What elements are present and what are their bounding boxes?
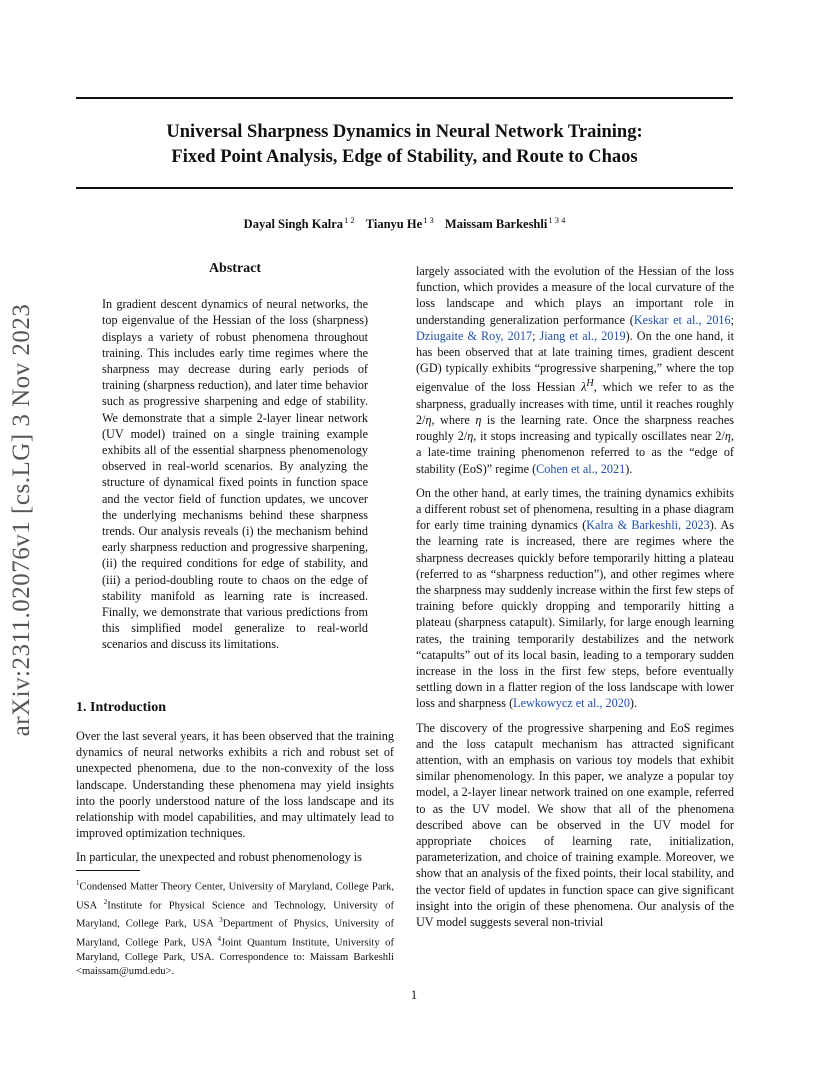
page-number: 1 (410, 988, 418, 1002)
arxiv-identifier: arXiv:2311.02076v1 [cs.LG] 3 Nov 2023 (8, 303, 35, 737)
intro-paragraph-2: In particular, the unexpected and robust phenomenology is (76, 850, 362, 865)
introduction-heading: 1. Introduction (76, 700, 166, 715)
paper-title (76, 120, 733, 170)
abstract-heading: Abstract (208, 261, 262, 276)
citation-link[interactable]: Dziugaite & Roy, 2017 (416, 328, 533, 343)
title-bottom-rule (76, 187, 733, 189)
citation-link[interactable]: Cohen et al., 2021 (536, 461, 626, 476)
affiliation-footnote: $^1$Condensed Matter Theory Center, University of Maryland, College Park, USA $^2$Institute for Physical Science and Technology, University of Maryland, College Park, USA $^3$Department of Physics, University of Maryland, College Park, USA $^4$Joint Quantum Institute, University of Maryland, College Park, USA. Correspondence to: Maissam Barkeshli <maissam@umd.edu>. (76, 879, 394, 978)
citation-link[interactable]: Jiang et al., 2019 (539, 328, 626, 343)
footnote-rule (76, 870, 140, 871)
right-column (416, 263, 734, 930)
introduction-body (76, 728, 394, 866)
author-list (76, 215, 733, 232)
right-paragraph-3: The discovery of the progressive sharpening and EoS regimes and the loss catapult mechanism has attracted significant attention, with an emphasis on various toy models that exhibit similar phenomenology. In this paper, we analyze a popular toy model, a 2-layer linear network trained on one example, referred to as the UV model. We show that all of the phenomena described above can be observed in the UV model for appropriate choices of learning rate, initialization, parameterization, and choice of training example. Moreover, we show that an analysis of the fixed points, their local stability, and the vector field of updates in function space can give significant insight into the origin of these phenomena. Our analysis of the UV model suggests several non-trivial (416, 720, 734, 929)
title-top-rule (76, 97, 733, 99)
right-paragraph-1: largely associated with the evolution of the Hessian of the loss function, which provides a measure of the local curvature of the loss landscape and which plays an important role in understanding generalization performance (Keskar et al., 2016; Dziugaite & Roy, 2017; Jiang et al., 2019). On the one hand, it has been observed that at late training times, gradient descent (GD) typically exhibits “progressive sharpening,” where the top eigenvalue of the loss Hessian $\lambda^H$, which we refer to as the sharpness, gradually increases with time, until it reaches roughly 2/η, where η is the learning rate. Once the sharpness reaches roughly 2/η, it stops increasing and typically oscillates near 2/η, a late-time training phenomenon referred to as the “edge of stability (EoS)” regime (Cohen et al., 2021). (416, 264, 735, 476)
title-line-2: Fixed Point Analysis, Edge of Stability, and Route to Chaos (171, 147, 638, 167)
title-line-1: Universal Sharpness Dynamics in Neural Network Training: (166, 122, 643, 142)
abstract-body (102, 284, 368, 665)
author: Tianyu $He^{1 3}$ (365, 215, 434, 232)
author: Maissam Barkeshli$^{1 3 4}$ (444, 215, 566, 232)
citation-link[interactable]: Keskar et al., 2016 (633, 312, 731, 327)
intro-paragraph-1: Over the last several years, it has been observed that the training dynamics of neural networks exhibits a rich and robust set of unexpected phenomena, due to the non-convexity of the loss landscape. Understanding these phenomena may yield insights into the poorly understood nature of the loss landscape and its relationship with model capabilities, and may ultimately lead to improved optimization techniques. (76, 729, 394, 841)
citation-link[interactable]: Kalra & Barkeshli, 2023 (586, 518, 710, 533)
right-paragraph-2: On the other hand, at early times, the training dynamics exhibits a different robust set of phenomena, resulting in a phase diagram for early time training dynamics (Kalra & Barkeshli, 2023). As the learning rate is increased, there are regimes where the sharpness decreases quickly before temporarily hitting a plateau (referred to as “sharpness reduction”), and other regimes where the sharpness may suddenly increase within the first few steps of training before quickly dropping and temporarily hitting a plateau (sharpness catapult). Similarly, for large enough learning rates, the training temporarily destabilizes and the network “catapults” out of its local basin, leading to a temporary sudden increase in the loss in the first few steps, before eventually settling down in a flatter region of the loss landscape with lower loss and sharpness (Lewkowycz et al., 2020). (416, 485, 734, 711)
abstract-text: In gradient descent dynamics of neural networks, the top eigenvalue of the Hessian of the loss (sharpness) displays a variety of robust phenomena throughout training. This includes early time regimes where the sharpness may decrease during early periods of training (sharpness reduction), and later time behavior such as progressive sharpening and edge of stability. We demonstrate that a simple 2-layer linear network (UV model) trained on a single training example exhibits all of the essential sharpness phenomenology observed in real-world scenarios. By analyzing the structure of dynamical fixed points in function space and the vector field of function updates, we uncover the underlying mechanisms behind these sharpness trends. Our analysis reveals (i) the mechanism behind early sharpness reduction and progressive sharpening, (ii) the required conditions for edge of stability, and (iii) a period-doubling route to chaos on the edge of stability manifold as learning rate is increased. Finally, we demonstrate that various predictions from this simplified model generalize to real-world scenarios and discuss its limitations. (102, 297, 368, 652)
citation-link[interactable]: Lewkowycz et al., 2020 (513, 696, 630, 711)
author: Dayal Singh Kalra$^{1 2}$ (243, 215, 355, 232)
